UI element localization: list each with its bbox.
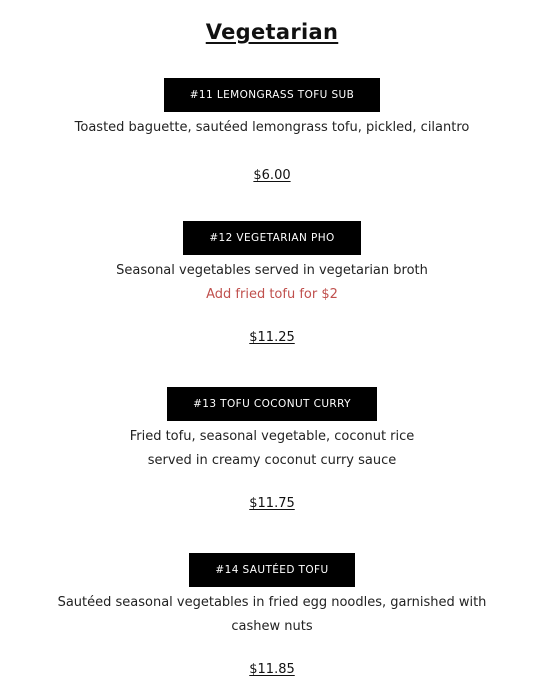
- item-name-badge: #13 TOFU COCONUT CURRY: [167, 387, 377, 421]
- menu-item: [0, 553, 544, 680]
- item-name-badge: #11 LEMONGRASS TOFU SUB: [164, 78, 381, 112]
- item-description: [0, 591, 544, 638]
- item-price[interactable]: $6.00: [253, 167, 291, 183]
- menu-section: [12, 0, 532, 46]
- item-description: [0, 116, 544, 140]
- menu-item: [0, 387, 544, 514]
- item-name-badge: #12 VEGETARIAN PHO: [183, 221, 360, 255]
- item-description-line: Fried tofu, seasonal vegetable, coconut rice: [129, 429, 415, 444]
- item-description-line: Sautéed seasonal vegetables in fried egg noodles, garnished with: [57, 595, 487, 610]
- item-price[interactable]: $11.75: [249, 496, 295, 511]
- item-addon-note: Add fried tofu for $2: [206, 286, 338, 302]
- item-name-badge: #14 SAUTÉED TOFU: [189, 553, 354, 587]
- item-description-line: Toasted baguette, sautéed lemongrass tofu, pickled, cilantro: [74, 120, 470, 135]
- item-price[interactable]: $11.85: [249, 662, 295, 677]
- section-title: Vegetarian: [205, 20, 339, 44]
- item-price[interactable]: $11.25: [249, 330, 295, 345]
- item-description: [0, 425, 544, 472]
- item-description: [0, 259, 544, 306]
- item-description-line: cashew nuts: [231, 618, 313, 634]
- menu-item: [0, 78, 544, 186]
- menu-item: [0, 221, 544, 348]
- item-description-line: served in creamy coconut curry sauce: [147, 452, 397, 468]
- item-description-line: Seasonal vegetables served in vegetarian broth: [116, 263, 428, 278]
